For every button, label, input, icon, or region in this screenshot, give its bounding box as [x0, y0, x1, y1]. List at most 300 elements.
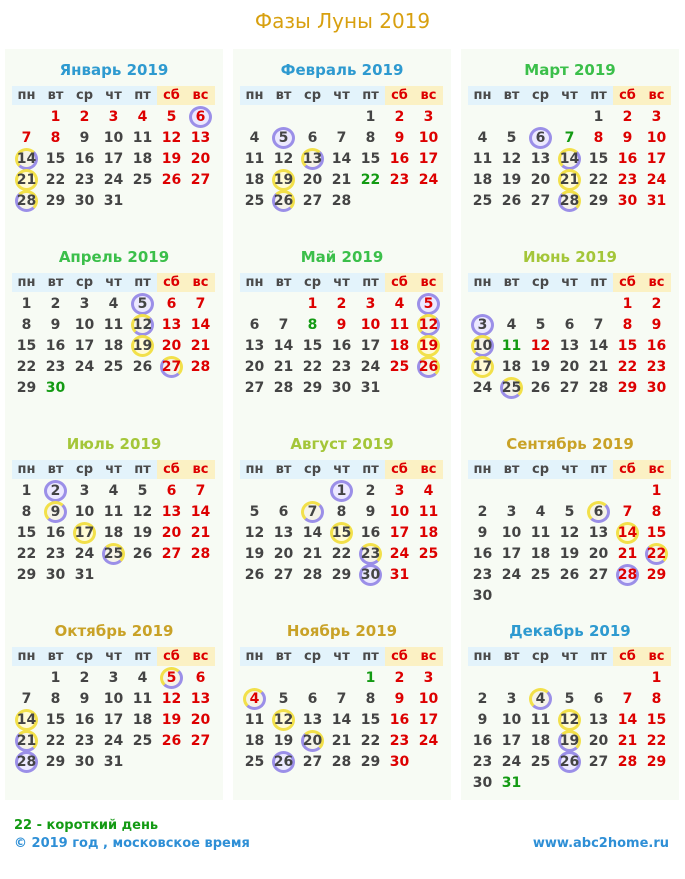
day-number: 3 [423, 670, 434, 686]
day-number: 7 [21, 691, 32, 707]
day-cell [414, 336, 443, 356]
day-number: 23 [646, 359, 667, 375]
day-cell [385, 752, 414, 772]
day-cell [99, 294, 128, 314]
day-cell [526, 502, 555, 522]
day-number: 7 [278, 317, 289, 333]
day-number: 29 [331, 567, 352, 583]
day-cell [555, 357, 584, 377]
day-number: 4 [394, 296, 405, 312]
day-cell [128, 689, 157, 709]
day-cell [298, 315, 327, 335]
day-number: 24 [103, 733, 124, 749]
day-number: 23 [617, 172, 638, 188]
day-number: 25 [103, 359, 124, 375]
day-cell [468, 191, 497, 211]
day-cell [613, 315, 642, 335]
weekday-label: ср [298, 273, 327, 292]
day-cell [128, 710, 157, 730]
day-number: 4 [423, 483, 434, 499]
day-number: 22 [646, 546, 667, 562]
day-cell [642, 149, 671, 169]
weekday-label: ср [70, 86, 99, 105]
day-cell [128, 544, 157, 564]
day-number: 13 [559, 338, 580, 354]
day-cell [642, 357, 671, 377]
day-cell [41, 149, 70, 169]
day-number: 15 [360, 712, 381, 728]
day-cell [613, 107, 642, 127]
day-cell [555, 502, 584, 522]
day-cell [41, 378, 70, 398]
day-number: 14 [273, 338, 294, 354]
day-number: 9 [622, 130, 633, 146]
day-cell [356, 689, 385, 709]
day-cell [327, 149, 356, 169]
day-cell [584, 315, 613, 335]
day-cell [70, 668, 99, 688]
day-number: 30 [646, 380, 667, 396]
day-cell [157, 731, 186, 751]
day-cell [186, 731, 215, 751]
day-cell [468, 502, 497, 522]
day-number: 28 [190, 546, 211, 562]
weekday-label: пн [240, 460, 269, 479]
weekday-label: сб [613, 86, 642, 105]
day-cell [186, 149, 215, 169]
month-block [5, 49, 223, 239]
day-number: 25 [530, 754, 551, 770]
day-number: 4 [108, 296, 119, 312]
day-cell [555, 191, 584, 211]
day-number: 25 [244, 754, 265, 770]
day-number: 23 [74, 172, 95, 188]
day-cell [128, 170, 157, 190]
month-block [233, 236, 451, 426]
day-number: 1 [50, 670, 61, 686]
day-cell [327, 170, 356, 190]
day-number: 3 [108, 109, 119, 125]
day-number: 20 [190, 712, 211, 728]
day-cell [613, 357, 642, 377]
day-number: 21 [617, 546, 638, 562]
weekday-header [468, 460, 671, 479]
day-number: 26 [132, 359, 153, 375]
day-number: 3 [477, 317, 488, 333]
day-cell [555, 523, 584, 543]
day-number: 8 [622, 317, 633, 333]
day-cell [41, 668, 70, 688]
day-cell [327, 336, 356, 356]
day-cell [385, 128, 414, 148]
day-cell [385, 294, 414, 314]
day-cell [414, 710, 443, 730]
day-number: 9 [50, 317, 61, 333]
day-cell [327, 128, 356, 148]
day-cell [99, 668, 128, 688]
day-number: 19 [161, 712, 182, 728]
day-cell [356, 502, 385, 522]
day-cell [613, 502, 642, 522]
day-number: 8 [307, 317, 318, 333]
day-cell [613, 731, 642, 751]
day-number: 31 [646, 193, 667, 209]
day-number: 19 [559, 733, 580, 749]
month-name: Ноябрь 2019 [286, 622, 398, 640]
day-cell [385, 315, 414, 335]
weekday-label: вс [186, 647, 215, 666]
day-cell [584, 752, 613, 772]
day-cell [497, 502, 526, 522]
day-cell [497, 357, 526, 377]
weekday-label: ср [70, 273, 99, 292]
weekday-label: вт [269, 647, 298, 666]
day-number: 10 [501, 525, 522, 541]
day-number: 11 [103, 317, 124, 333]
weekday-label: ср [70, 460, 99, 479]
month-block [5, 236, 223, 426]
day-cell [497, 170, 526, 190]
day-number: 20 [559, 359, 580, 375]
day-cell [99, 107, 128, 127]
day-cell [186, 294, 215, 314]
day-number: 18 [103, 525, 124, 541]
day-cell [269, 544, 298, 564]
weekday-header [468, 273, 671, 292]
day-cell [269, 128, 298, 148]
copyright-text: © 2019 год , московское время [14, 836, 250, 851]
day-number: 11 [103, 504, 124, 520]
day-cell [157, 149, 186, 169]
weekday-header [12, 460, 215, 479]
day-cell [99, 544, 128, 564]
day-cell [584, 565, 613, 585]
day-number: 9 [336, 317, 347, 333]
day-number: 2 [477, 504, 488, 520]
site-link[interactable]: www.abc2home.ru [532, 836, 669, 851]
day-number: 29 [302, 380, 323, 396]
weekday-label: ср [70, 647, 99, 666]
day-cell [613, 149, 642, 169]
day-cell [584, 128, 613, 148]
day-number: 9 [651, 317, 662, 333]
days-grid [468, 107, 671, 227]
day-number: 23 [45, 359, 66, 375]
day-number: 26 [161, 172, 182, 188]
day-number: 14 [302, 525, 323, 541]
day-cell [70, 502, 99, 522]
day-cell [70, 689, 99, 709]
day-number: 2 [394, 109, 405, 125]
day-cell [70, 128, 99, 148]
day-cell [99, 731, 128, 751]
day-cell [70, 523, 99, 543]
day-cell [186, 710, 215, 730]
day-cell [497, 710, 526, 730]
day-cell [356, 668, 385, 688]
day-number: 22 [646, 733, 667, 749]
day-number: 29 [16, 567, 37, 583]
day-cell [186, 336, 215, 356]
day-cell [70, 170, 99, 190]
day-number: 17 [103, 151, 124, 167]
day-cell [99, 191, 128, 211]
day-cell [497, 149, 526, 169]
day-number: 5 [249, 504, 260, 520]
day-number: 8 [365, 130, 376, 146]
day-cell [41, 523, 70, 543]
day-cell [584, 336, 613, 356]
day-number: 6 [195, 109, 206, 125]
weekday-label: чт [99, 86, 128, 105]
day-cell [414, 128, 443, 148]
day-number: 14 [559, 151, 580, 167]
day-number: 10 [418, 130, 439, 146]
day-cell [128, 523, 157, 543]
day-number: 28 [16, 754, 37, 770]
day-number: 17 [74, 338, 95, 354]
day-number: 17 [74, 525, 95, 541]
day-number: 7 [195, 483, 206, 499]
day-number: 8 [21, 317, 32, 333]
weekday-label: сб [157, 273, 186, 292]
day-number: 18 [530, 546, 551, 562]
day-cell [526, 710, 555, 730]
day-cell [642, 336, 671, 356]
day-cell [327, 731, 356, 751]
day-cell [269, 523, 298, 543]
day-cell [613, 378, 642, 398]
weekday-label: ср [526, 647, 555, 666]
day-cell [414, 107, 443, 127]
day-number: 21 [16, 172, 37, 188]
day-number: 16 [45, 525, 66, 541]
day-number: 30 [45, 567, 66, 583]
weekday-label: вт [497, 460, 526, 479]
day-number: 22 [360, 172, 381, 188]
day-number: 17 [389, 525, 410, 541]
weekday-label: вс [642, 273, 671, 292]
day-cell [584, 191, 613, 211]
day-number: 30 [617, 193, 638, 209]
day-cell [269, 149, 298, 169]
day-cell [414, 731, 443, 751]
day-cell [70, 315, 99, 335]
day-number: 30 [472, 588, 493, 604]
day-number: 16 [472, 546, 493, 562]
day-cell [642, 544, 671, 564]
day-cell [642, 523, 671, 543]
day-number: 21 [16, 733, 37, 749]
day-cell [298, 149, 327, 169]
day-cell [298, 128, 327, 148]
day-number: 12 [161, 691, 182, 707]
day-cell [269, 689, 298, 709]
day-number: 27 [588, 754, 609, 770]
weekday-label: вт [41, 647, 70, 666]
day-cell [356, 149, 385, 169]
day-cell [555, 170, 584, 190]
days-grid [12, 481, 215, 601]
day-number: 11 [530, 712, 551, 728]
day-number: 1 [307, 296, 318, 312]
day-cell [298, 544, 327, 564]
weekday-label: чт [555, 647, 584, 666]
day-number: 16 [389, 712, 410, 728]
day-number: 26 [501, 193, 522, 209]
weekday-label: пт [128, 460, 157, 479]
day-number: 28 [617, 567, 638, 583]
day-number: 16 [617, 151, 638, 167]
day-number: 18 [244, 172, 265, 188]
day-number: 15 [302, 338, 323, 354]
day-number: 12 [418, 317, 439, 333]
day-cell [468, 357, 497, 377]
day-cell [70, 481, 99, 501]
weekday-label: вс [642, 86, 671, 105]
days-grid [240, 481, 443, 601]
day-number: 18 [389, 338, 410, 354]
day-cell [70, 752, 99, 772]
day-number: 2 [651, 296, 662, 312]
day-number: 17 [360, 338, 381, 354]
day-cell [157, 294, 186, 314]
day-number: 6 [166, 296, 177, 312]
day-number: 13 [244, 338, 265, 354]
weekday-label: вт [41, 86, 70, 105]
weekday-label: вт [269, 86, 298, 105]
weekday-label: пн [12, 460, 41, 479]
day-number: 18 [530, 733, 551, 749]
day-cell [298, 191, 327, 211]
day-number: 26 [273, 754, 294, 770]
weekday-label: пн [468, 647, 497, 666]
day-number: 11 [418, 504, 439, 520]
day-cell [526, 523, 555, 543]
weekday-label: вс [186, 86, 215, 105]
day-cell [642, 668, 671, 688]
day-cell [12, 170, 41, 190]
day-number: 5 [423, 296, 434, 312]
day-cell [385, 689, 414, 709]
day-number: 4 [137, 109, 148, 125]
month-name: Март 2019 [524, 61, 616, 79]
day-number: 31 [103, 754, 124, 770]
day-cell [41, 294, 70, 314]
day-cell [70, 710, 99, 730]
day-number: 26 [559, 754, 580, 770]
day-number: 8 [336, 504, 347, 520]
day-number: 29 [45, 193, 66, 209]
day-cell [12, 191, 41, 211]
day-number: 23 [389, 733, 410, 749]
weekday-label: чт [99, 647, 128, 666]
day-cell [12, 523, 41, 543]
day-number: 8 [365, 691, 376, 707]
day-cell [12, 378, 41, 398]
day-number: 20 [530, 172, 551, 188]
day-cell [468, 544, 497, 564]
day-cell [526, 149, 555, 169]
day-cell [526, 336, 555, 356]
day-number: 9 [477, 712, 488, 728]
day-cell [186, 544, 215, 564]
day-cell [468, 128, 497, 148]
day-number: 20 [588, 546, 609, 562]
day-cell [157, 315, 186, 335]
day-number: 13 [530, 151, 551, 167]
weekday-label: чт [99, 273, 128, 292]
day-number: 23 [74, 733, 95, 749]
day-cell [70, 565, 99, 585]
month-block [461, 423, 679, 613]
day-number: 17 [418, 151, 439, 167]
day-cell [157, 710, 186, 730]
day-number: 6 [195, 670, 206, 686]
day-cell [240, 710, 269, 730]
day-cell [613, 710, 642, 730]
day-number: 31 [103, 193, 124, 209]
day-number: 13 [190, 130, 211, 146]
day-number: 5 [166, 109, 177, 125]
day-number: 13 [161, 504, 182, 520]
month-block [461, 49, 679, 239]
day-number: 4 [535, 504, 546, 520]
day-number: 10 [103, 691, 124, 707]
day-number: 26 [530, 380, 551, 396]
day-number: 28 [273, 380, 294, 396]
day-cell [128, 668, 157, 688]
day-number: 18 [418, 525, 439, 541]
day-number: 12 [132, 504, 153, 520]
day-number: 9 [477, 525, 488, 541]
day-number: 10 [103, 130, 124, 146]
day-number: 20 [190, 151, 211, 167]
day-cell [356, 710, 385, 730]
day-cell [70, 149, 99, 169]
day-number: 24 [103, 172, 124, 188]
day-number: 13 [161, 317, 182, 333]
day-number: 22 [16, 546, 37, 562]
day-cell [613, 191, 642, 211]
day-cell [240, 191, 269, 211]
day-cell [157, 336, 186, 356]
day-number: 6 [278, 504, 289, 520]
day-cell [269, 565, 298, 585]
month-name: Август 2019 [290, 435, 394, 453]
day-number: 30 [74, 754, 95, 770]
day-number: 11 [132, 691, 153, 707]
day-number: 9 [50, 504, 61, 520]
day-number: 2 [365, 483, 376, 499]
weekday-label: пт [128, 647, 157, 666]
day-number: 6 [307, 130, 318, 146]
day-cell [186, 689, 215, 709]
day-number: 10 [501, 712, 522, 728]
days-grid [468, 294, 671, 414]
day-cell [70, 544, 99, 564]
weekday-label: пт [356, 647, 385, 666]
day-cell [584, 710, 613, 730]
day-number: 1 [651, 483, 662, 499]
month-name: Октябрь 2019 [54, 622, 174, 640]
day-number: 23 [45, 546, 66, 562]
day-cell [186, 128, 215, 148]
day-cell [298, 336, 327, 356]
day-cell [12, 128, 41, 148]
weekday-label: ср [526, 273, 555, 292]
day-cell [128, 336, 157, 356]
